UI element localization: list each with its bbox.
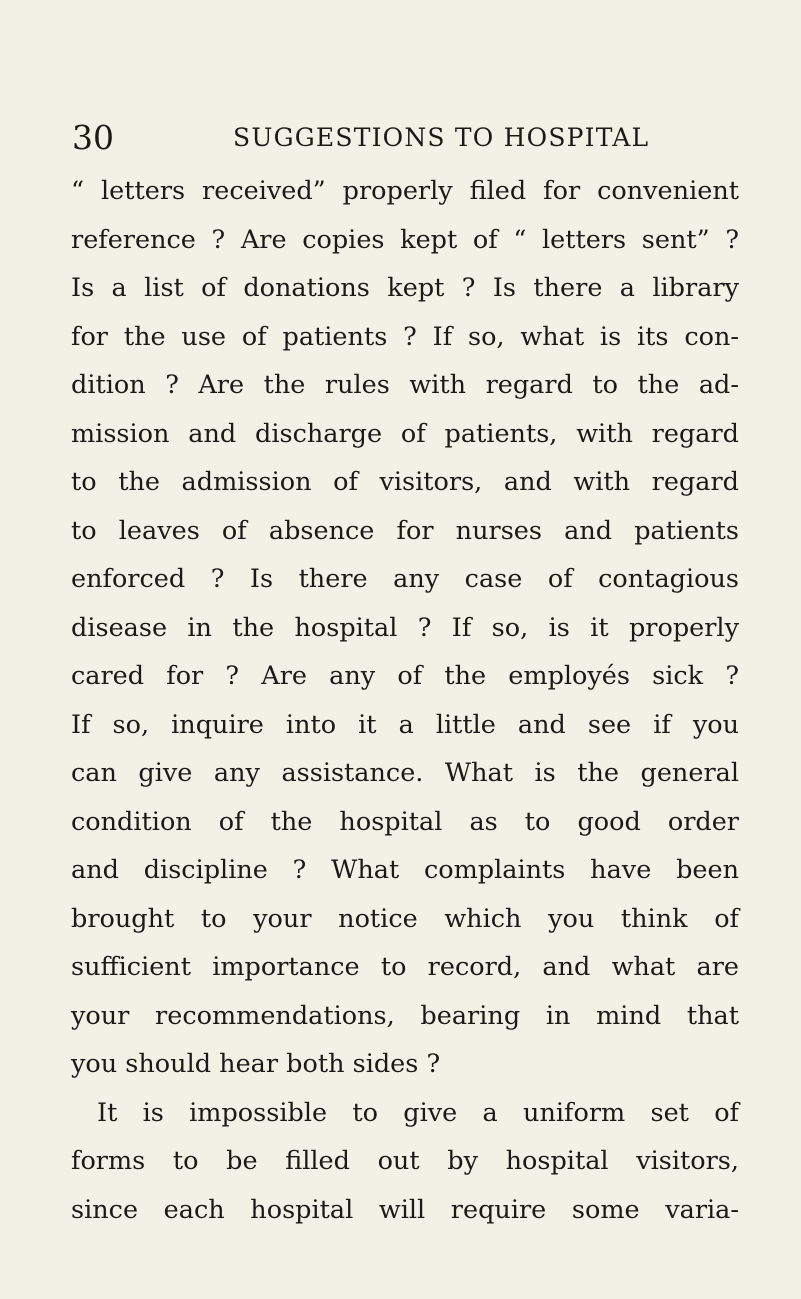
running-head: SUGGESTIONS TO HOSPITAL bbox=[233, 123, 650, 152]
text-line: since each hospital will require some varia- bbox=[71, 1194, 739, 1225]
text-line-paragraph-end: you should hear both sides ? bbox=[71, 1049, 441, 1079]
text-line: enforced ? Is there any case of contagious bbox=[71, 564, 739, 594]
text-line: forms to be filled out by hospital visitors, bbox=[71, 1146, 739, 1176]
text-line: can give any assistance. What is the general bbox=[71, 758, 739, 788]
text-line: and discipline ? What complaints have been bbox=[71, 855, 739, 885]
text-line: “ letters received” properly filed for convenient bbox=[71, 176, 739, 206]
text-line: for the use of patients ? If so, what is its con- bbox=[71, 321, 739, 352]
text-line: condition of the hospital as to good order bbox=[71, 806, 739, 837]
text-line: your recommendations, bearing in mind that bbox=[71, 1000, 739, 1031]
body-text bbox=[71, 167, 739, 1234]
text-line: brought to your notice which you think of bbox=[71, 903, 739, 934]
text-line: disease in the hospital ? If so, is it properly bbox=[71, 612, 739, 643]
text-line: reference ? Are copies kept of “ letters sent” ? bbox=[71, 224, 739, 255]
text-line: to leaves of absence for nurses and patients bbox=[71, 515, 739, 546]
page-number: 30 bbox=[72, 118, 114, 157]
text-line-paragraph-start: It is impossible to give a uniform set of bbox=[97, 1097, 739, 1128]
text-line: If so, inquire into it a little and see if you bbox=[71, 709, 739, 740]
text-line: dition ? Are the rules with regard to the ad- bbox=[71, 370, 739, 400]
text-line: sufficient importance to record, and what are bbox=[71, 952, 739, 982]
page-header bbox=[72, 116, 772, 160]
text-line: to the admission of visitors, and with regard bbox=[71, 467, 739, 497]
text-line: cared for ? Are any of the employés sick ? bbox=[71, 661, 739, 691]
text-line: Is a list of donations kept ? Is there a library bbox=[71, 273, 739, 303]
text-line: mission and discharge of patients, with regard bbox=[71, 418, 739, 449]
